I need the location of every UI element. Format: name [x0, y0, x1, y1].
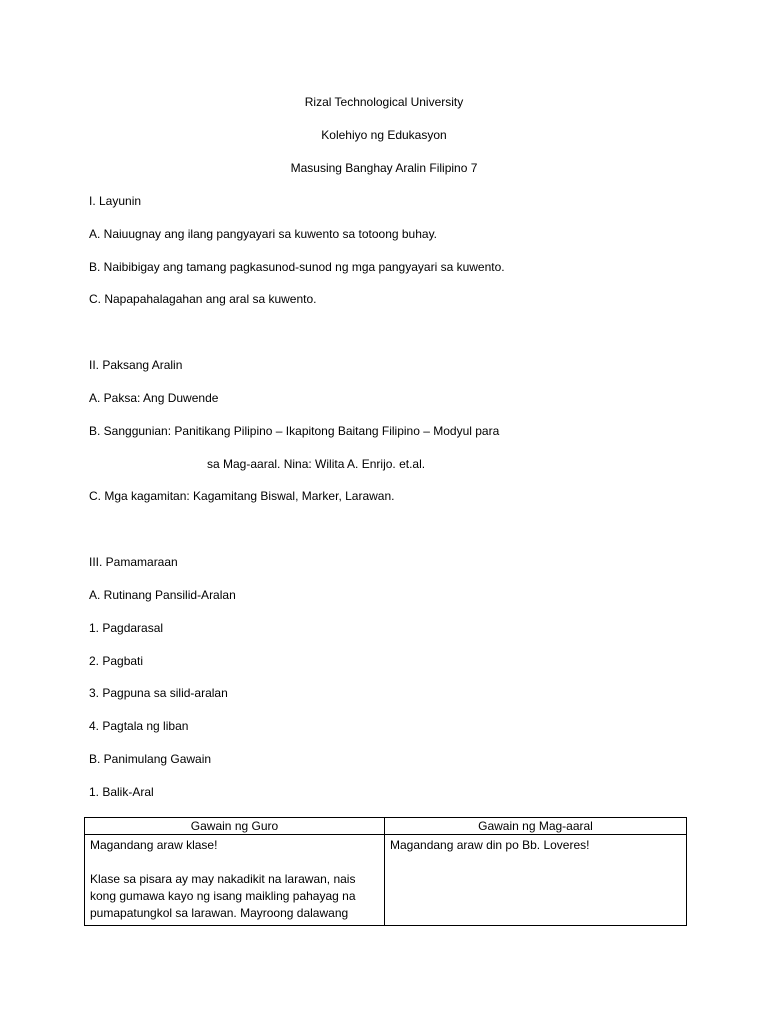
objective-c: C. Napapahalagahan ang aral sa kuwento. [89, 292, 317, 306]
teacher-greeting: Magandang araw klase! [90, 838, 218, 853]
paksa-line: A. Paksa: Ang Duwende [89, 391, 219, 405]
header-teacher-activity: Gawain ng Guro [85, 818, 385, 835]
sanggunian-line-1: B. Sanggunian: Panitikang Pilipino – Ikapitong Baitang Filipino – Modyul para [89, 424, 500, 438]
student-greeting: Magandang araw din po Bb. Loveres! [390, 838, 590, 853]
kagamitan-line: C. Mga kagamitan: Kagamitang Biswal, Marker, Larawan. [89, 489, 395, 503]
section-heading-pamamaraan: III. Pamamaraan [89, 555, 178, 569]
routine-item: 2. Pagbati [89, 654, 144, 668]
panimulang-gawain-subheading: B. Panimulang Gawain [89, 752, 212, 766]
routine-item: 3. Pagpuna sa silid-aralan [89, 686, 228, 700]
student-activity-cell [385, 835, 687, 926]
teacher-activity-cell [85, 835, 385, 926]
activity-table [84, 817, 687, 926]
college-name: Kolehiyo ng Edukasyon [321, 128, 447, 142]
teacher-instruction: Klase sa pisara ay may nakadikit na larawan, nais kong gumawa kayo ng isang maikling pahayag na pumapatungkol sa larawan. Mayroong dalawang [90, 872, 359, 921]
university-name: Rizal Technological University [304, 95, 464, 109]
routine-item: 4. Pagtala ng liban [89, 719, 189, 733]
lesson-plan-title: Masusing Banghay Aralin Filipino 7 [290, 161, 478, 175]
table-row [85, 835, 687, 926]
objective-b: B. Naibibigay ang tamang pagkasunod-sunod ng mga pangyayari sa kuwento. [89, 260, 505, 274]
section-heading-layunin: I. Layunin [89, 194, 142, 208]
objective-a: A. Naiuugnay ang ilang pangyayari sa kuwento sa totoong buhay. [89, 227, 438, 241]
header-student-activity: Gawain ng Mag-aaral [385, 818, 687, 835]
balik-aral-item: 1. Balik-Aral [89, 785, 154, 799]
rutina-subheading: A. Rutinang Pansilid-Aralan [89, 588, 236, 602]
sanggunian-line-2: sa Mag-aaral. Nina: Wilita A. Enrijo. et.al. [207, 457, 426, 471]
table-header-row [85, 818, 687, 835]
section-heading-paksang-aralin: II. Paksang Aralin [89, 358, 183, 372]
routine-item: 1. Pagdarasal [89, 621, 164, 635]
